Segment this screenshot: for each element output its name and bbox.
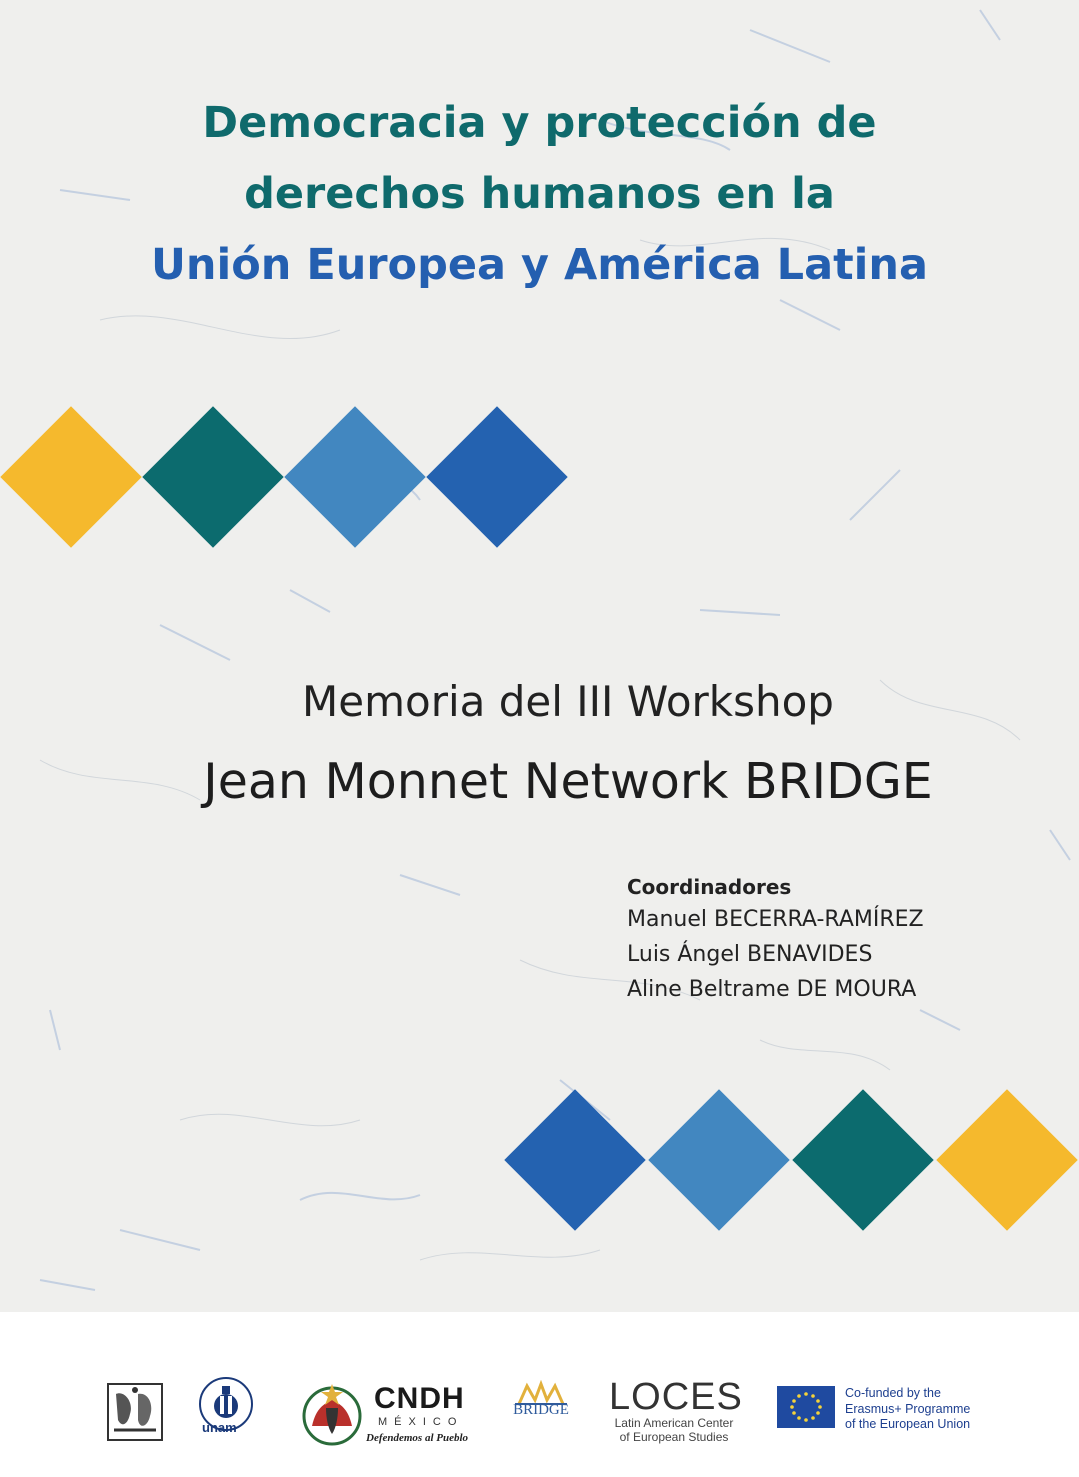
network-name: Jean Monnet Network BRIDGE: [203, 753, 933, 810]
cndh-emblem-icon: [298, 1378, 368, 1448]
bridge-label: BRIDGE: [513, 1402, 569, 1418]
loces-logo: [609, 1376, 744, 1448]
loces-name: LOCES: [609, 1376, 743, 1418]
book-title: [0, 88, 1079, 301]
coordinators-heading: Coordinadores: [627, 875, 792, 899]
coordinator-name: Manuel BECERRA-RAMÍREZ: [627, 907, 924, 932]
eu-line-2: Erasmus+ Programme: [845, 1401, 971, 1416]
logo-footer: [0, 1312, 1079, 1477]
eu-flag-icon: [777, 1386, 835, 1428]
eu-line-3: of the European Union: [845, 1417, 971, 1431]
coordinator-name: Aline Beltrame DE MOURA: [627, 977, 917, 1002]
unam-label: unam: [202, 1420, 237, 1435]
title-line-1: Democracia y protección de: [202, 98, 877, 148]
cndh-country: MÉXICO: [378, 1416, 464, 1428]
cndh-name: CNDH: [374, 1382, 465, 1415]
bridge-logo: [509, 1380, 573, 1440]
eu-cofunded-text: [845, 1386, 970, 1433]
loces-subtitle-1: Latin American Center: [614, 1416, 734, 1430]
unam-crest-icon: [104, 1380, 166, 1444]
unam-crest-logo: [104, 1380, 166, 1444]
workshop-subtitle: Memoria del III Workshop: [302, 677, 834, 726]
title-line-2: derechos humanos en la: [244, 169, 835, 219]
loces-subtitle-2: of European Studies: [619, 1430, 729, 1444]
coordinator-name: Luis Ángel BENAVIDES: [627, 942, 873, 967]
coordinators-block: [627, 872, 924, 1007]
eu-line-1: Co-funded by the: [845, 1386, 941, 1400]
iij-unam-logo: [196, 1374, 260, 1452]
cndh-tagline: Defendemos al Pueblo: [366, 1432, 469, 1444]
eu-erasmus-logo: [777, 1386, 997, 1432]
title-line-3: Unión Europea y América Latina: [150, 240, 929, 290]
cndh-logo: [298, 1378, 478, 1450]
